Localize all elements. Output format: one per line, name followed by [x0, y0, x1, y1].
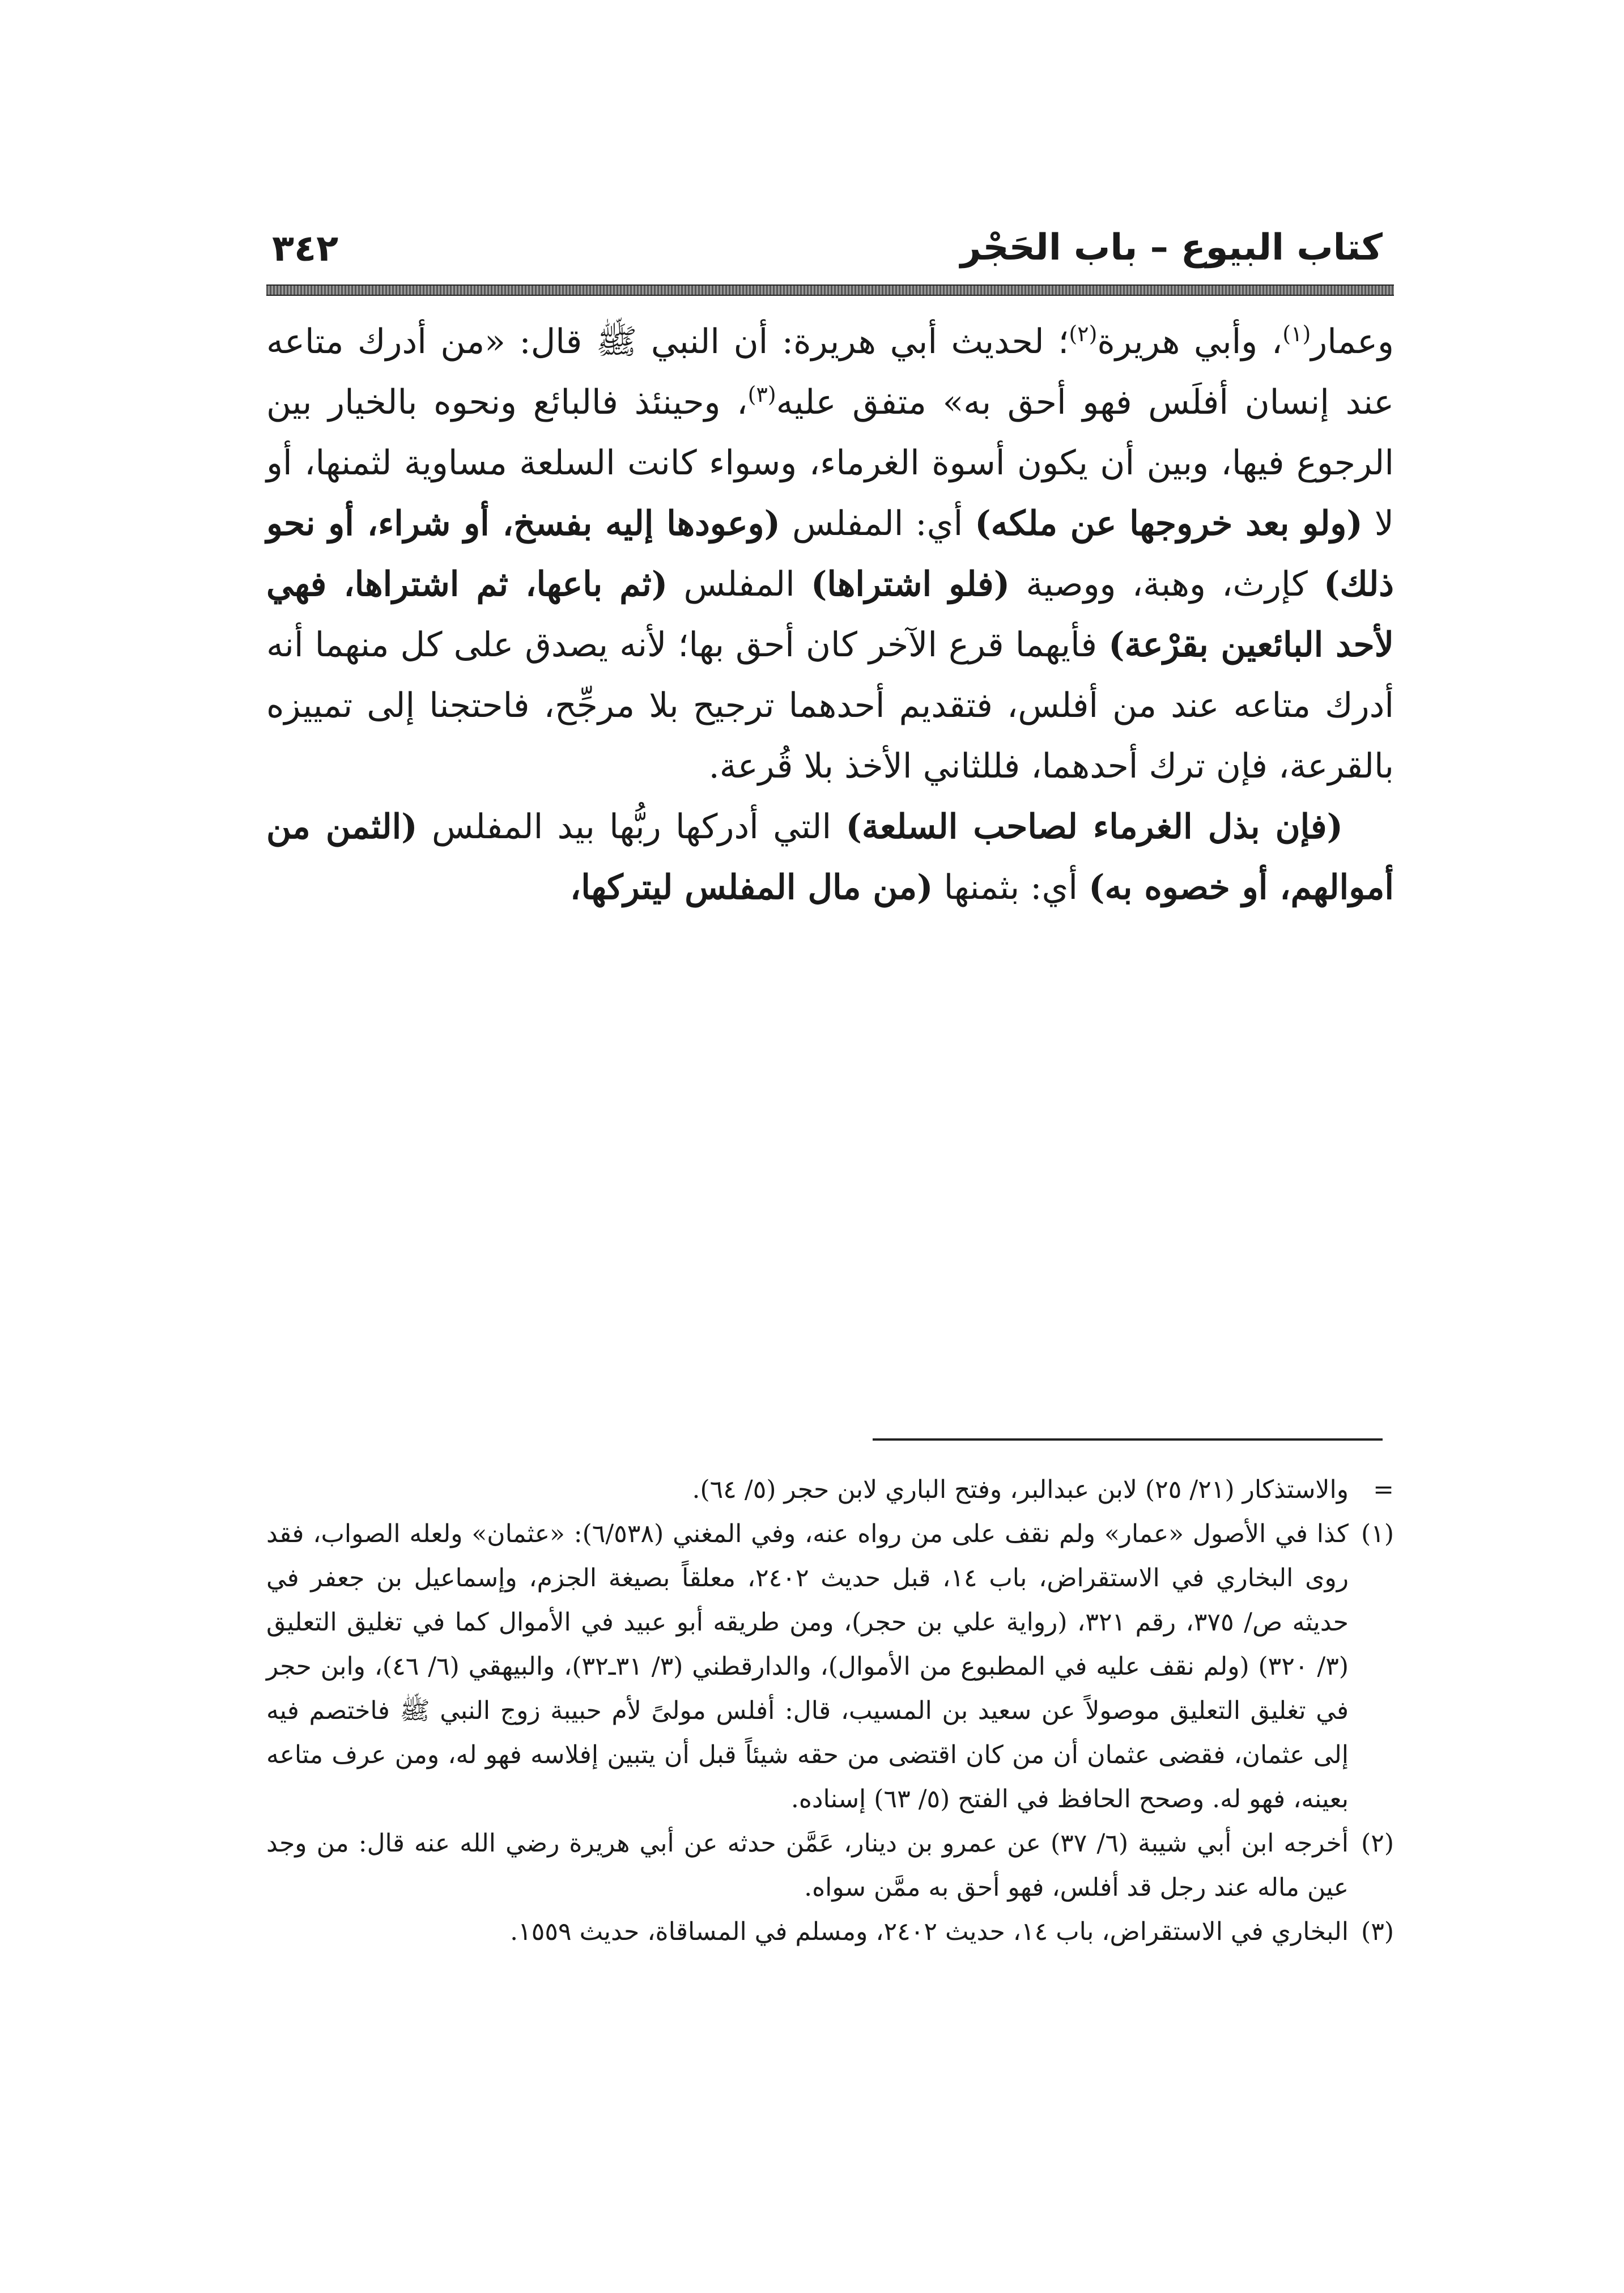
footnote-ref-2: (٢) — [1069, 321, 1098, 346]
main-text — [266, 312, 1394, 918]
footnote-number: (١) — [1361, 1519, 1394, 1548]
header-divider — [266, 284, 1394, 296]
text-run: أي: بثمنها — [933, 868, 1089, 907]
footnote-2 — [266, 1821, 1394, 1910]
matn-text: (ثم باعها، ثم اشتراها، فهي لأحد البائعين بقرْعة) — [266, 564, 1394, 665]
footnote-number: (٢) — [1361, 1829, 1394, 1858]
footnote-ref-1: (١) — [1282, 321, 1311, 346]
text-run: وعمار — [1311, 322, 1395, 362]
text-run: كإرث، وهبة، ووصية — [1010, 564, 1324, 604]
footnotes-section — [266, 1468, 1394, 1954]
text-run: المفلس — [668, 564, 811, 604]
footnote-text: كذا في الأصول «عمار» ولم نقف على من رواه عنه، وفي المغني (٦/٥٣٨): «عثمان» ولعله الصواب، فقد روى البخاري في الاستقراض، باب ١٤، قبل حديث ٢٤٠٢، معلقاً بصيغة الجزم، وإسماعيل بن جعفر في حديثه ص/ ٣٧٥، رقم ٣٢١، (رواية علي بن حجر)، ومن طريقه أبو عبيد في الأموال كما في تغليق التعليق (٣/ ٣٢٠) (ولم نقف عليه في المطبوع من الأموال)، والدارقطني (٣/ ٣١ـ٣٢)، والبيهقي (٦/ ٤٦)، وابن حجر في تغليق التعليق موصولاً عن سعيد بن المسيب، قال: أفلس مولىً لأم حبيبة زوج النبي ﷺ فاختصم فيه إلى عثمان، فقضى عثمان أن من كان اقتضى من حقه شيئاً قبل أن يتبين إفلاسه فهو له، ومن عرف متاعه بعينه، فهو له. وصحح الحافظ في الفتح (٥/ ٦٣) إسناده. — [266, 1519, 1349, 1814]
text-run: فأيهما قرع الآخر كان أحق بها؛ لأنه يصدق على كل منهما أنه أدرك متاعه عند من أفلس، فتقديم أحدهما ترجيح بلا مرجِّح، فاحتجنا إلى تمييزه بالقرعة، فإن ترك أحدهما، فللثاني الأخذ بلا قُرعة. — [266, 625, 1394, 786]
paragraph-2 — [266, 797, 1394, 918]
matn-text: (فلو اشتراها) — [811, 564, 1010, 604]
text-run: ، وأبي هريرة — [1097, 322, 1283, 362]
paragraph-1 — [266, 312, 1394, 797]
matn-text: (ولو بعد خروجها عن ملكه) — [975, 504, 1363, 543]
matn-text: (من مال المفلس ليتركها، — [569, 868, 933, 907]
footnote-3 — [266, 1910, 1394, 1954]
book-page — [266, 221, 1394, 2120]
footnote-ref-3: (٣) — [747, 382, 776, 407]
page-header — [266, 221, 1394, 289]
chapter-title: كتاب البيوع – باب الحَجْر — [960, 227, 1383, 269]
text-run: أي: المفلس — [780, 504, 975, 543]
footnote-text: أخرجه ابن أبي شيبة (٦/ ٣٧) عن عمرو بن دينار، عَمَّن حدثه عن أبي هريرة رضي الله عنه قال: من وجد عين ماله عند رجل قد أفلس، فهو أحق به ممَّن سواه. — [266, 1829, 1349, 1902]
footnote-1 — [266, 1512, 1394, 1821]
footnote-text: والاستذكار (٢١/ ٢٥) لابن عبدالبر، وفتح الباري لابن حجر (٥/ ٦٤). — [692, 1475, 1349, 1504]
continuation-mark: = — [1373, 1475, 1394, 1504]
text-run: ؛ لحديث أبي هريرة: أن النبي ﷺ قال: «من أدرك متاعه عند إنسان أفلَس فهو أحق به» متفق عليه — [266, 322, 1394, 422]
footnote-divider — [873, 1438, 1383, 1441]
text-run: التي أدركها ربُّها بيد المفلس — [417, 807, 846, 847]
matn-text: (الثمن من أموالهم، أو خصوه به) — [266, 807, 1394, 907]
matn-text: (فإن بذل الغرماء لصاحب السلعة) — [845, 807, 1344, 847]
footnote-text: البخاري في الاستقراض، باب ١٤، حديث ٢٤٠٢، ومسلم في المساقاة، حديث ١٥٥٩. — [510, 1917, 1349, 1946]
text-run: ، وحينئذ فالبائع ونحوه بالخيار بين الرجوع فيها، وبين أن يكون أسوة الغرماء، وسواء كانت السلعة مساوية لثمنها، أو لا — [266, 383, 1394, 543]
footnote-number: (٣) — [1361, 1917, 1394, 1946]
matn-text: (وعودها إليه بفسخ، أو شراء، أو نحو ذلك) — [266, 504, 1395, 604]
footnote-continuation — [266, 1468, 1394, 1512]
page-number: ٣٤٢ — [272, 228, 339, 270]
